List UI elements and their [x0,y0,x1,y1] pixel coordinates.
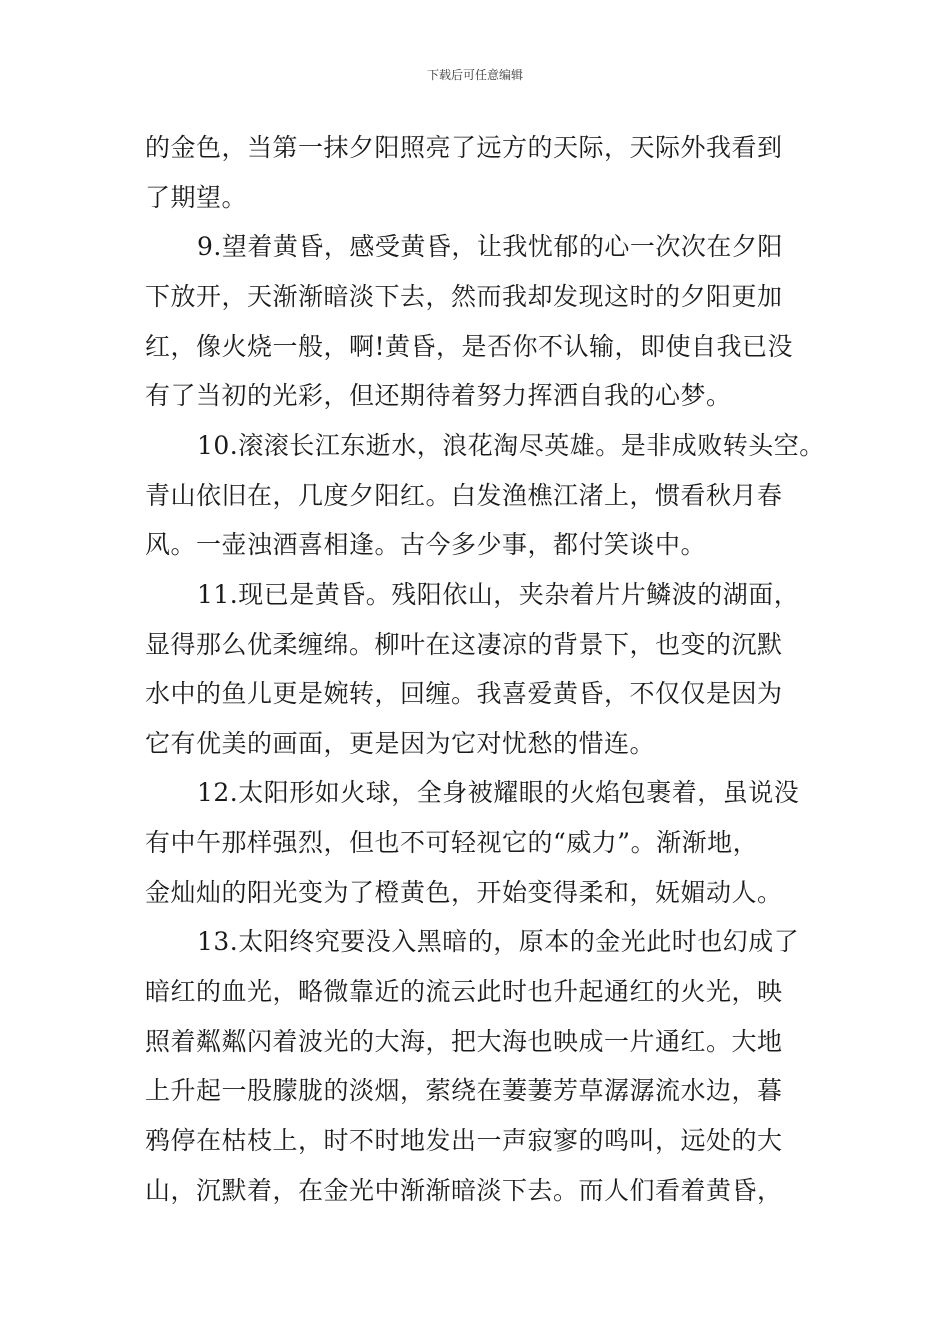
paragraph-line: 水中的鱼儿更是婉转，回缠。我喜爱黄昏，不仅仅是因为 [145,679,783,709]
paragraph-line: 的金色，当第一抹夕阳照亮了远方的天际，天际外我看到 [145,133,783,162]
paragraph-line: 风。一壶浊酒喜相逢。古今多少事，都付笑谈中。 [145,530,707,560]
paragraph-line: 暗红的血光，略微靠近的流云此时也升起通红的火光，映 [145,977,783,1007]
paragraph-line: 青山依旧在，几度夕阳红。白发渔樵江渚上，惯看秋月春 [145,480,783,510]
paragraph-line: 它有优美的画面，更是因为它对忧愁的惜连。 [145,728,656,758]
paragraph-first-line: 11.现已是黄昏。残阳依山，夹杂着片片鳞波的湖面， [197,579,800,609]
paragraph-line: 有中午那样强烈，但也不可轻视它的“威力”。渐渐地， [145,828,759,858]
paragraph-line: 显得那么优柔缠绵。柳叶在这凄凉的背景下，也变的沉默 [145,629,783,659]
paragraph-first-line: 9.望着黄昏，感受黄昏，让我忧郁的心一次次在夕阳 [197,232,783,262]
paragraph-line: 了期望。 [145,182,248,212]
paragraph-line: 有了当初的光彩，但还期待着努力挥洒自我的心梦。 [145,381,732,411]
paragraph-line: 上升起一股朦胧的淡烟，萦绕在萋萋芳草潺潺流水边，暮 [145,1076,783,1106]
paragraph-line: 山，沉默着，在金光中渐渐暗淡下去。而人们看着黄昏， [145,1175,783,1205]
paragraph-line: 照着粼粼闪着波光的大海，把大海也映成一片通红。大地 [145,1026,783,1056]
paragraph-line: 红，像火烧一般，啊!黄昏，是否你不认输，即使自我已没 [145,331,794,361]
paragraph-first-line: 12.太阳形如火球，全身被耀眼的火焰包裹着，虽说没 [197,778,800,808]
paragraph-line: 下放开，天渐渐暗淡下去，然而我却发现这时的夕阳更加 [145,281,783,311]
page-header: 下载后可任意编辑 [426,68,523,82]
paragraph-line: 金灿灿的阳光变为了橙黄色，开始变得柔和，妩媚动人。 [145,877,783,907]
paragraph-first-line: 13.太阳终究要没入黑暗的，原本的金光此时也幻成了 [197,927,800,957]
paragraph-first-line: 10.滚滚长江东逝水，浪花淘尽英雄。是非成败转头空。 [197,430,825,460]
paragraph-line: 鸦停在枯枝上，时不时地发出一声寂寥的鸣叫，远处的大 [145,1126,783,1155]
